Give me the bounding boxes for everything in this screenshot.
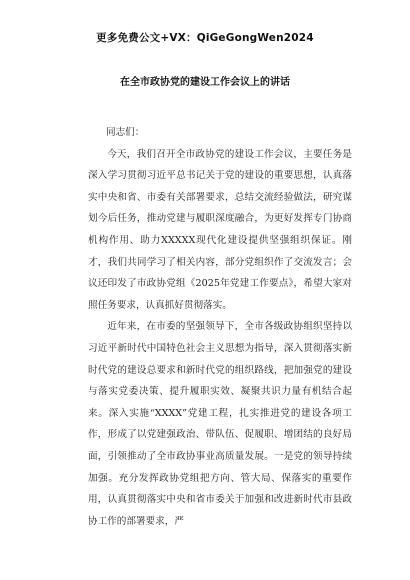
paragraph-achievements: 近年来，在市委的坚强领导下，全市各级政协组织坚持以习近平新时代中国特色社会主义思想为指导，深入贯彻落实新时代党的建设总要求和新时代党的组织路线，把加强党的建设与落实党委决策、提升履职实效、凝聚共识力量有机结合起来。深入实施“XXXX”党建工程，扎实推进党的建设各项工作，形成了以党建强政治、带队伍、促履职、增团结的良好局面，引领推动了全市政协事业高质量发展。一是党的领导持续加强。充分发挥政协党组把方向、管大局、保落实的重要作用，认真贯彻落实中央和省市委关于加强和改进新时代市县政协工作的部署要求，严 bbox=[88, 321, 352, 527]
document-title: 在全市政协党的建设工作会议上的讲话 bbox=[120, 77, 290, 88]
header-note: 更多免费公文+VX：QiGeGongWen2024 bbox=[96, 32, 314, 44]
salutation: 同志们： bbox=[106, 127, 145, 138]
document-body bbox=[88, 122, 352, 532]
paragraph-opening: 今天，我们召开全市政协党的建设工作会议，主要任务是深入学习贯彻习近平总书记关于党的建设的重要思想，认真落实中央和省、市委有关部署要求，总结交流经验做法，研究谋划今后任务，推动党建与履职深度融合，为更好发挥专门协商机构作用、助力XXXXX现代化建设提供坚强组织保证。刚才，我们共同学习了相关内容，部分党组织作了交流发言；会议还印发了市政协党组《2025年党建工作要点》，希望大家对照任务要求，认真抓好贯彻落实。 bbox=[88, 148, 352, 311]
